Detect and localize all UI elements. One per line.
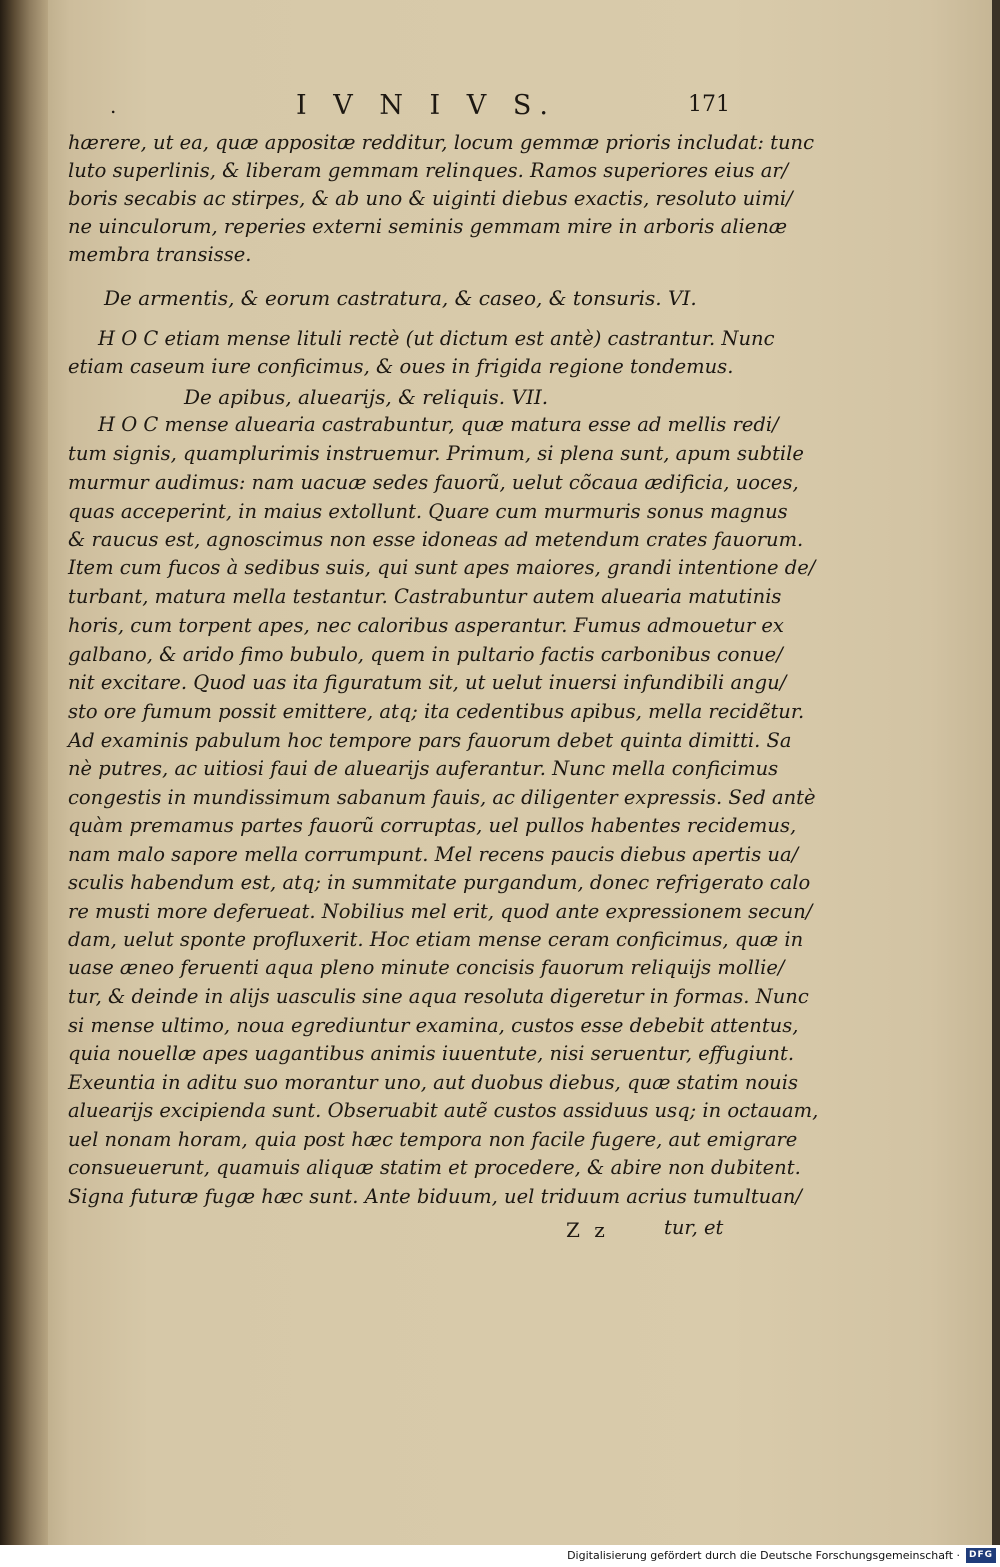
text-line: si mense ultimo, noua egrediuntur examina, custos esse debebit attentus, xyxy=(68,1014,799,1037)
text-line: nam malo sapore mella corrumpunt. Mel recens paucis diebus apertis ua/ xyxy=(68,843,799,866)
section-heading: De armentis, & eorum castratura, & caseo, & tonsuris. VI. xyxy=(104,286,697,310)
text-line: H O C mense aluearia castrabuntur, quæ matura esse ad mellis redi/ xyxy=(98,413,779,436)
text-line: horis, cum torpent apes, nec caloribus asperantur. Fumus admouetur ex xyxy=(68,614,784,637)
catchword: tur, et xyxy=(664,1216,724,1239)
running-title: I V N I V S. xyxy=(296,90,557,121)
text-line: tum signis, quamplurimis instruemur. Primum, si plena sunt, apum subtile xyxy=(68,442,804,465)
text-line: congestis in mundissimum sabanum fauis, ac diligenter expressis. Sed antè xyxy=(68,786,816,809)
text-line: consueuerunt, quamuis aliquæ statim et procedere, & abire non dubitent. xyxy=(68,1156,801,1179)
text-line: Signa futuræ fugæ hæc sunt. Ante biduum, uel triduum acrius tumultuan/ xyxy=(68,1185,802,1208)
text-line: sto ore fumum possit emittere, atq; ita cedentibus apibus, mella recidẽtur. xyxy=(68,700,805,723)
text-line: quàm premamus partes fauorũ corruptas, uel pullos habentes recidemus, xyxy=(68,814,797,837)
text-line: nè putres, ac uitiosi faui de aluearijs auferantur. Nunc mella conficimus xyxy=(68,757,779,780)
text-line: murmur audimus: nam uacuæ sedes fauorũ, uelut cõcaua ædificia, uoces, xyxy=(68,471,799,494)
text-line: dam, uelut sponte profluxerit. Hoc etiam mense ceram conficimus, quæ in xyxy=(68,928,804,951)
text-line: hærere, ut ea, quæ appositæ redditur, locum gemmæ prioris includat: tunc xyxy=(68,131,815,154)
text-line: quas acceperint, in maius extollunt. Quare cum murmuris sonus magnus xyxy=(68,500,788,523)
text-line: membra transisse. xyxy=(68,243,252,266)
book-gutter xyxy=(0,0,48,1545)
text-line: tur, & deinde in alijs uasculis sine aqua resoluta digeretur in formas. Nunc xyxy=(68,985,809,1008)
text-line: H O C etiam mense lituli rectè (ut dictum est antè) castrantur. Nunc xyxy=(98,327,775,350)
text-line: re musti more deferueat. Nobilius mel erit, quod ante expressionem secun/ xyxy=(68,900,813,923)
dfg-logo-icon[interactable]: DFG xyxy=(966,1548,996,1563)
running-header xyxy=(110,88,730,128)
page-edge xyxy=(992,0,1000,1545)
funding-credit: Digitalisierung gefördert durch die Deutsche Forschungsgemeinschaft · xyxy=(567,1549,960,1562)
text-line: nit excitare. Quod uas ita figuratum sit, ut uelut inuersi infundibili angu/ xyxy=(68,671,787,694)
section-heading: De apibus, aluearijs, & reliquis. VII. xyxy=(184,385,549,409)
text-line: Item cum fucos à sedibus suis, qui sunt apes maiores, grandi intentione de/ xyxy=(68,556,816,579)
text-line: uel nonam horam, quia post hæc tempora non facile fugere, aut emigrare xyxy=(68,1128,798,1151)
text-line: Ad examinis pabulum hoc tempore pars fauorum debet quinta dimitti. Sa xyxy=(68,729,792,752)
text-line: galbano, & arido fimo bubulo, quem in pultario factis carbonibus conue/ xyxy=(68,643,783,666)
header-mark: . xyxy=(110,94,117,118)
digitization-footer xyxy=(0,1545,1000,1567)
folio-number: 171 xyxy=(688,92,730,117)
text-line: ne uinculorum, reperies externi seminis gemmam mire in arboris alienæ xyxy=(68,215,788,238)
text-line: & raucus est, agnoscimus non esse idoneas ad metendum crates fauorum. xyxy=(68,528,804,551)
text-line: aluearijs excipienda sunt. Obseruabit autẽ custos assiduus usq; in octauam, xyxy=(68,1099,819,1122)
text-line: quia nouellæ apes uagantibus animis iuuentute, nisi seruentur, effugiunt. xyxy=(68,1042,795,1065)
text-line: Exeuntia in aditu suo morantur uno, aut duobus diebus, quæ statim nouis xyxy=(68,1071,798,1094)
text-line: boris secabis ac stirpes, & ab uno & uiginti diebus exactis, resoluto uimi/ xyxy=(68,187,793,210)
text-line: sculis habendum est, atq; in summitate purgandum, donec refrigerato calo xyxy=(68,871,811,894)
text-line: etiam caseum iure conficimus, & oues in frigida regione tondemus. xyxy=(68,355,734,378)
text-line: uase æneo feruenti aqua pleno minute concisis fauorum reliquijs mollie/ xyxy=(68,956,785,979)
text-line: luto superlinis, & liberam gemmam relinques. Ramos superiores eius ar/ xyxy=(68,159,789,182)
text-line: turbant, matura mella testantur. Castrabuntur autem aluearia matutinis xyxy=(68,585,782,608)
signature-mark: Z z xyxy=(566,1218,609,1242)
